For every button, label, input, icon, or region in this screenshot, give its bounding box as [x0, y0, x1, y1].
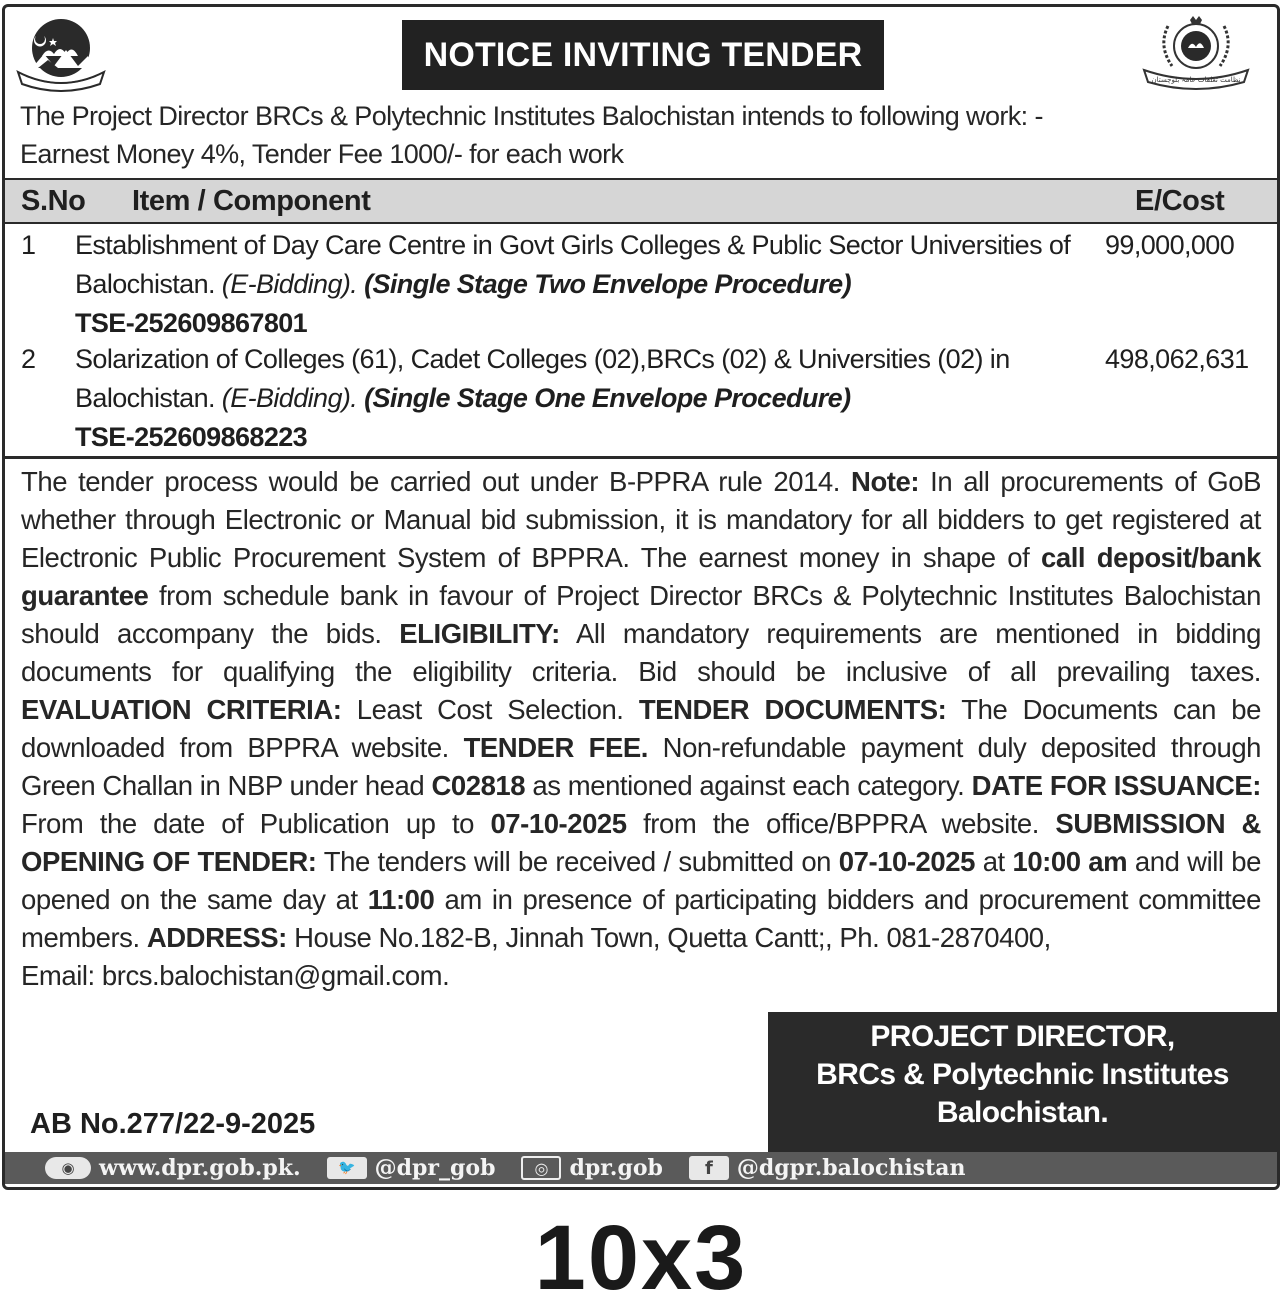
row-text: Establishment of Day Care Centre in Govt Girls Colleges & Public Sector Universities of Balochistan. — [75, 230, 1071, 299]
body-p12: at — [982, 846, 1005, 877]
body-p9: From the date of Publication up to — [21, 808, 474, 839]
tender-body — [21, 463, 1261, 995]
body-p6: The Documents can be downloaded from BPPRA website. — [21, 694, 1261, 763]
body-p2: In all procurements of GoB whether through Electronic or Manual bid submission, it is mandatory for all bidders to get registered at Electronic Public Procurement System of BPPRA. The earnest money in shape of — [21, 466, 1261, 573]
notice-title: NOTICE INVITING TENDER — [402, 20, 884, 90]
documents-label: TENDER DOCUMENTS: — [638, 694, 947, 725]
row-text: Solarization of Colleges (61), Cadet Colleges (02),BRCs (02) & Universities (02) in Balochistan. — [75, 344, 1010, 413]
opening-time: 11:00 — [367, 884, 435, 915]
facebook-text: @dgpr.balochistan — [736, 1155, 966, 1181]
row-procedure: (Single Stage Two Envelope Procedure) — [364, 269, 851, 299]
issuance-date: 07-10-2025 — [490, 808, 627, 839]
body-p1: The tender process would be carried out under B-PPRA rule 2014. — [21, 466, 840, 497]
address-label: ADDRESS: — [146, 922, 287, 953]
row-mode: (E-Bidding). — [221, 269, 358, 299]
globe-icon: ◉ — [45, 1157, 91, 1179]
facebook-icon: f — [689, 1156, 729, 1180]
row-sno: 1 — [21, 230, 36, 260]
evaluation-label: EVALUATION CRITERIA: — [21, 694, 342, 725]
instagram-icon: ◎ — [521, 1156, 561, 1180]
twitter-text: @dpr_gob — [374, 1155, 496, 1181]
row-description — [75, 226, 1075, 343]
fee-label: TENDER FEE. — [463, 732, 648, 763]
col-cost: E/Cost — [1135, 185, 1225, 217]
row-tse: TSE-252609867801 — [75, 308, 308, 338]
col-item: Item / Component — [132, 185, 371, 217]
email-line: Email: brcs.balochistan@gmail.com. — [21, 960, 450, 991]
dgpr-emblem-text: نظامت تعلقات عامہ بلوچستان — [1151, 76, 1241, 84]
intro-text — [20, 97, 1120, 173]
issuance-label: DATE FOR ISSUANCE: — [971, 770, 1262, 801]
footer-bar — [5, 1152, 1277, 1184]
head-code: C02818 — [431, 770, 526, 801]
body-p8: as mentioned against each category. — [532, 770, 965, 801]
table-bottom-rule — [5, 456, 1277, 459]
row-mode: (E-Bidding). — [221, 383, 358, 413]
twitter-icon: 🐦 — [327, 1157, 367, 1179]
ad-size-label: 10x3 — [534, 1207, 748, 1303]
row-cost: 498,062,631 — [1105, 344, 1249, 374]
signature-block — [768, 1012, 1277, 1152]
body-p10: from the office/BPPRA website. — [643, 808, 1039, 839]
body-p3: from schedule bank in favour of Project Director BRCs & Polytechnic Institutes Balochistan should accompany the bids. — [21, 580, 1261, 649]
table-header — [5, 178, 1277, 224]
intro-line-1: The Project Director BRCs & Polytechnic Institutes Balochistan intends to following work: - — [20, 101, 1043, 131]
body-p7: Non-refundable payment duly deposited through Green Challan in NBP under head — [21, 732, 1262, 801]
submission-time: 10:00 am — [1012, 846, 1128, 877]
dgpr-emblem-icon — [1138, 12, 1254, 94]
intro-line-2: Earnest Money 4%, Tender Fee 1000/- for each work — [20, 139, 624, 169]
footer-facebook[interactable] — [689, 1155, 966, 1181]
note-label: Note: — [851, 466, 920, 497]
row-sno: 2 — [21, 344, 36, 374]
col-sno: S.No — [21, 185, 86, 217]
signature-line-2: BRCs & Polytechnic Institutes — [816, 1058, 1229, 1091]
body-p14: am in presence of participating bidders and procurement committee members. — [21, 884, 1261, 953]
footer-twitter[interactable] — [327, 1155, 496, 1181]
address-text: House No.182-B, Jinnah Town, Quetta Cantt;, Ph. 081-2870400, — [294, 922, 1051, 953]
footer-website[interactable] — [45, 1155, 301, 1181]
footer-instagram[interactable] — [521, 1155, 662, 1181]
submission-label: SUBMISSION & OPENING OF TENDER: — [21, 808, 1261, 877]
body-p4: All mandatory requirements are mentioned in bidding documents for qualifying the eligibility criteria. Bid should be inclusive of all prevailing taxes. — [21, 618, 1261, 687]
balochistan-emblem-icon — [14, 16, 108, 92]
ab-number: AB No.277/22-9-2025 — [30, 1108, 316, 1140]
instagram-text: dpr.gob — [569, 1155, 663, 1181]
row-description — [75, 340, 1035, 457]
body-p11: The tenders will be received / submitted on — [323, 846, 832, 877]
row-procedure: (Single Stage One Envelope Procedure) — [364, 383, 851, 413]
body-p13: and will be opened on the same day at — [21, 846, 1261, 915]
row-tse: TSE-252609868223 — [75, 422, 308, 452]
eligibility-label: ELIGIBILITY: — [399, 618, 560, 649]
deposit-text: call deposit/bank guarantee — [21, 542, 1261, 611]
body-p5: Least Cost Selection. — [356, 694, 624, 725]
submission-date: 07-10-2025 — [838, 846, 975, 877]
signature-line-3: Balochistan. — [936, 1096, 1109, 1129]
signature-line-1: PROJECT DIRECTOR, — [870, 1020, 1175, 1053]
website-text: www.dpr.gob.pk. — [99, 1155, 301, 1181]
row-cost: 99,000,000 — [1105, 230, 1235, 260]
